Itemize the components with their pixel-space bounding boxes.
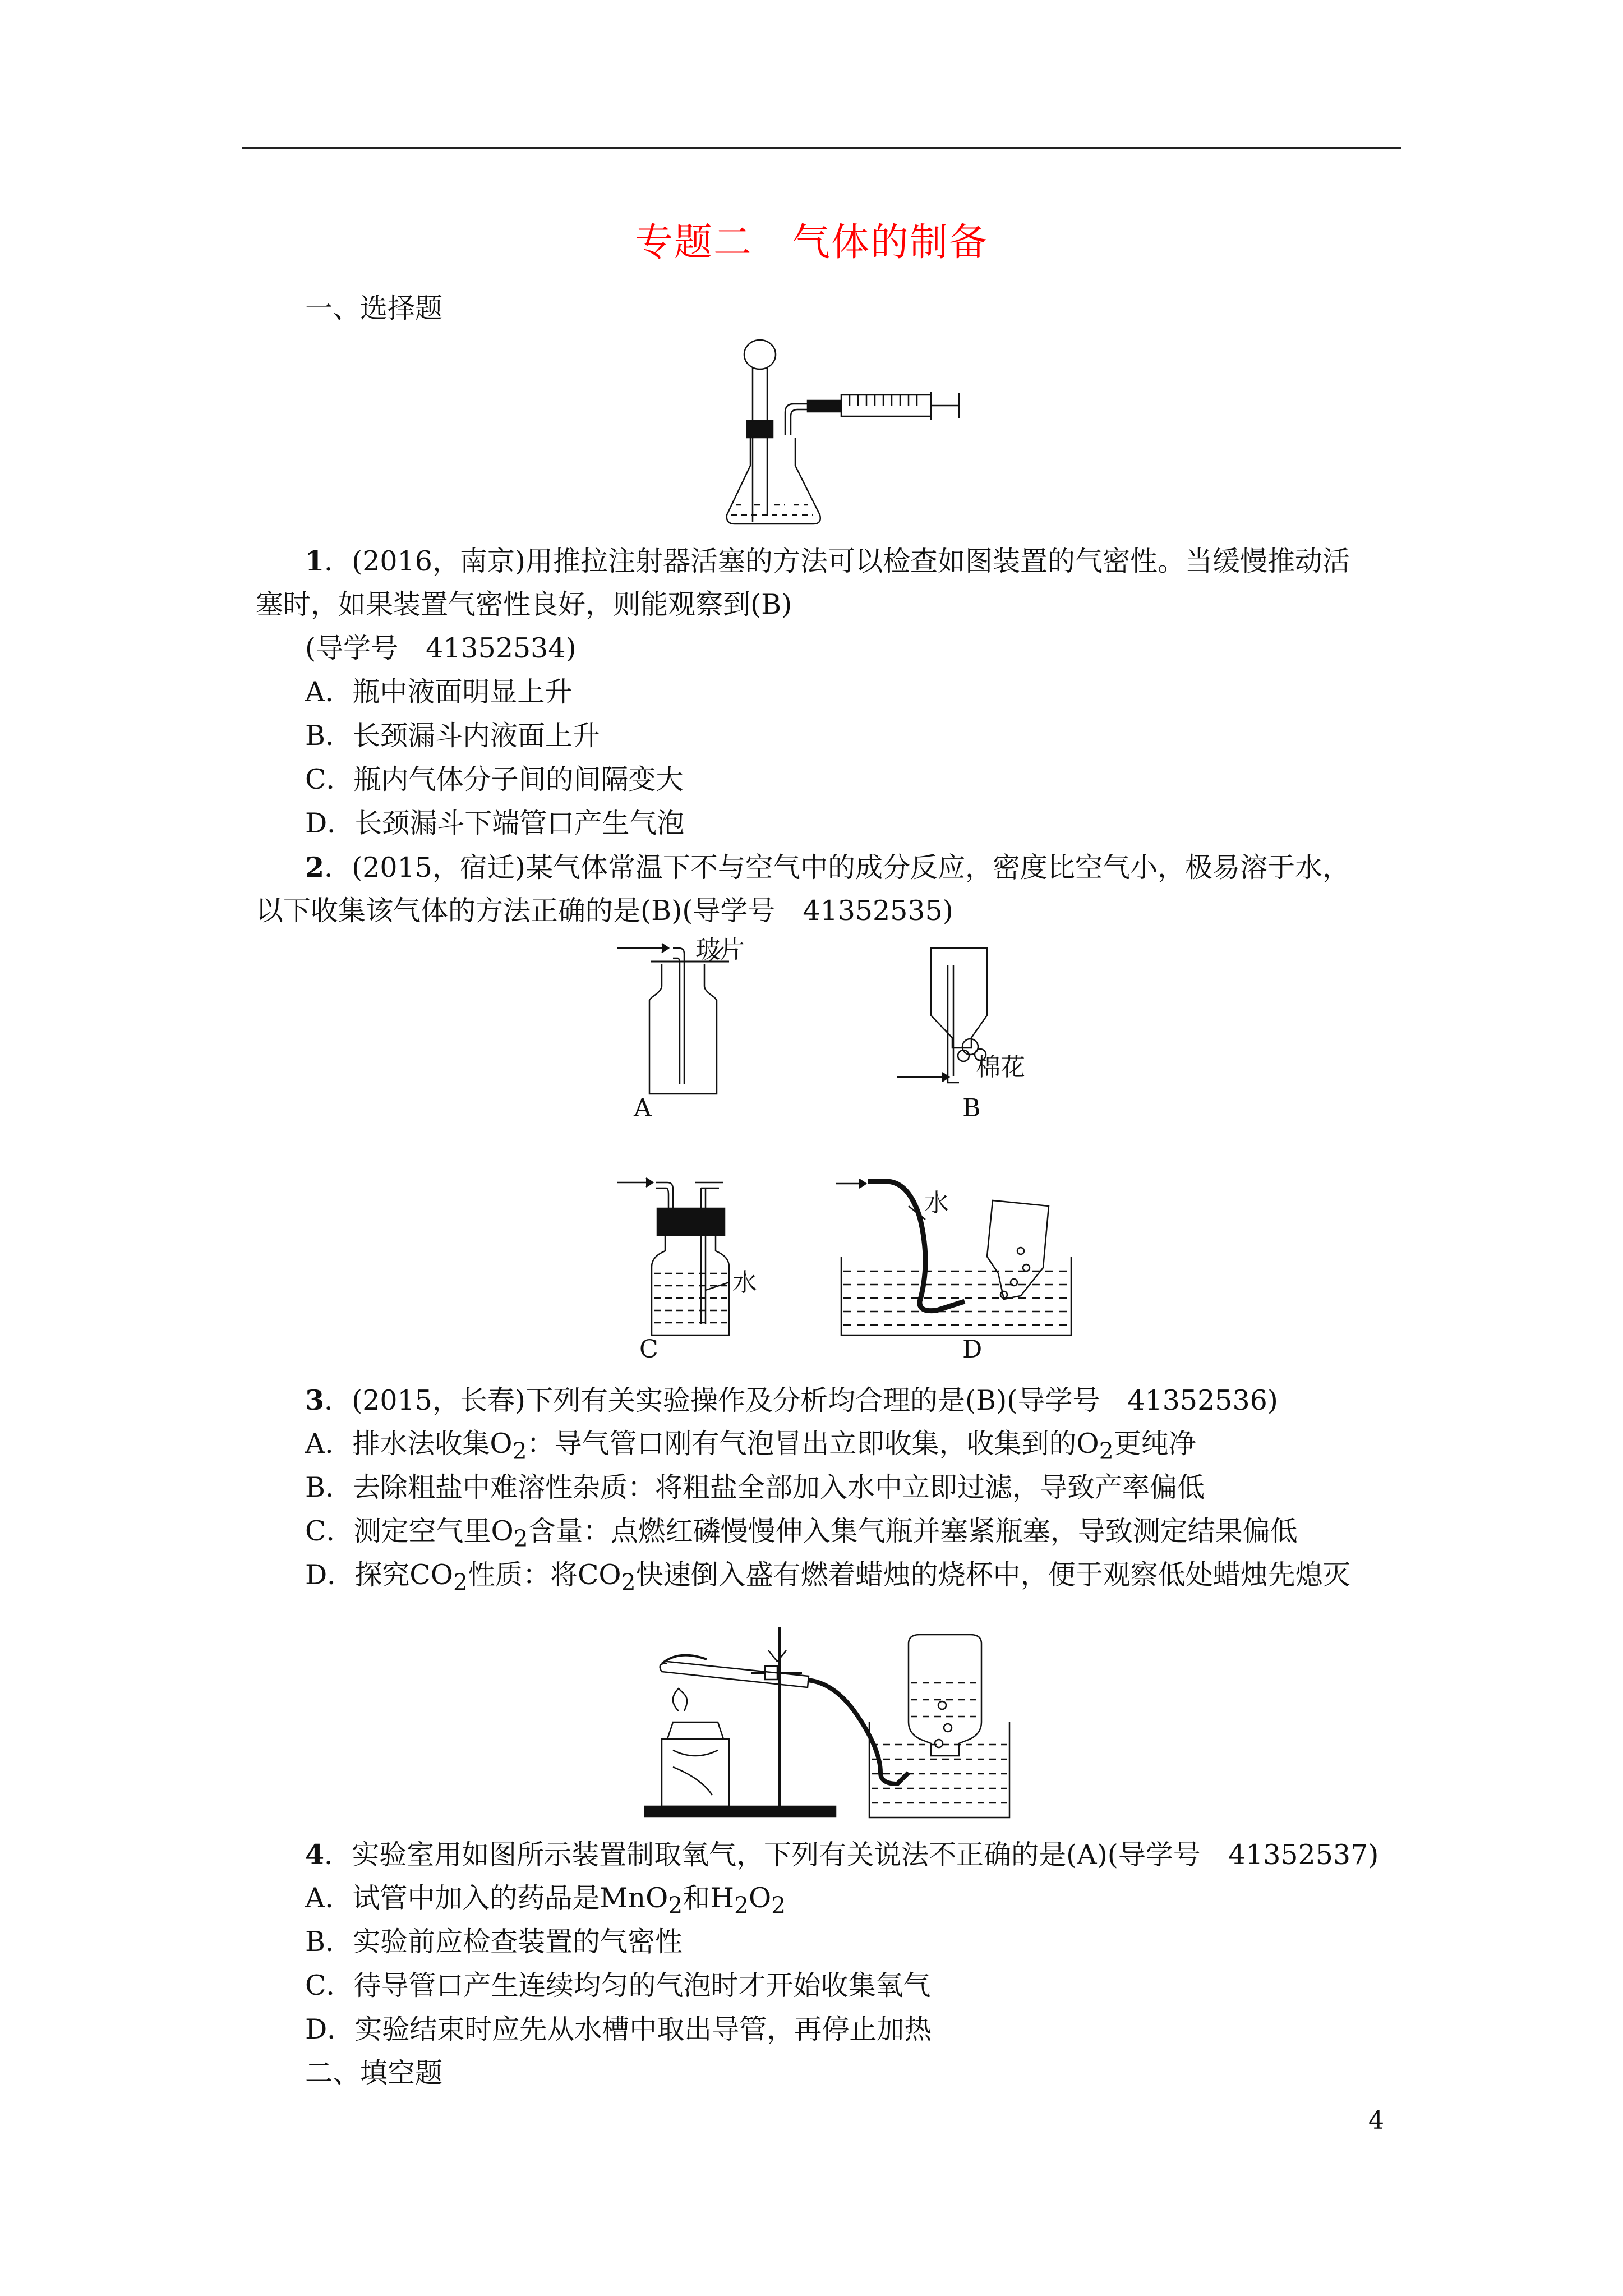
question-4-option-b: B．实验前应检查装置的气密性 [305,1926,683,1958]
q3-a-sub1: 2 [512,1437,527,1465]
q3-a-sub2: 2 [1099,1437,1114,1465]
question-1-line1 [305,544,1350,578]
q4-a-sub2: 2 [734,1892,749,1919]
q4-a-text2: 和H [683,1882,735,1914]
question-3-option-d [305,1558,1350,1599]
label-water-d: 水 [924,1189,949,1217]
label-cotton: 棉花 [976,1053,1025,1082]
header-rule [242,147,1401,149]
question-1-option-a: A．瓶中液面明显上升 [305,676,573,708]
question-4-number: 4 [305,1838,325,1871]
q4-a-sub3: 2 [771,1892,786,1919]
figure-q2-d [836,1172,1071,1341]
figure-q1-apparatus [723,337,981,527]
label-glass-plate: 玻片 [695,935,745,964]
q3-d-sub1: 2 [453,1568,468,1596]
q3-a-text3: 更纯净 [1113,1428,1196,1460]
question-2-line2: 以下收集该气体的方法正确的是(B)(导学号 41352535) [256,895,953,927]
q4-a-text3: O [749,1882,772,1914]
q3-d-text2: 性质：将CO [467,1559,621,1591]
question-2-text1: ．(2015，宿迁)某气体常温下不与空气中的成分反应，密度比空气小，极易溶于水， [324,852,1350,884]
page-title: 专题二 气体的制备 [634,220,988,265]
question-4-line1 [305,1838,1378,1872]
label-water-c: 水 [732,1268,757,1297]
page-number: 4 [1368,2106,1384,2135]
question-1-option-d: D．长颈漏斗下端管口产生气泡 [305,807,685,839]
question-1-line3: (导学号 41352534) [305,632,577,664]
q3-d-sub2: 2 [621,1568,636,1596]
question-3-option-b [305,1471,1205,1504]
q3-a-text1: A．排水法收集O [305,1428,513,1460]
label-figure-a: A [634,1094,652,1122]
question-3-number: 3 [305,1384,325,1416]
question-4-option-d: D．实验结束时应先从水槽中取出导管，再停止加热 [305,2013,932,2045]
question-4-text1: ．实验室用如图所示装置制取氧气，下列有关说法不正确的是(A)(导学号 41352537) [324,1839,1379,1871]
q4-a-text1: A．试管中加入的药品是MnO [305,1882,668,1914]
figure-q4-apparatus [645,1610,1009,1823]
label-figure-d: D [962,1335,983,1364]
q3-d-text1: D．探究CO [305,1559,453,1591]
question-3-option-c [305,1515,1298,1556]
label-figure-b: B [962,1094,981,1122]
question-1-number: 1 [305,545,325,577]
q3-c-text2: 含量：点燃红磷慢慢伸入集气瓶并塞紧瓶塞，导致测定结果偏低 [528,1515,1298,1547]
q3-a-text2: ：导气管口刚有气泡冒出立即收集，收集到的O [527,1428,1099,1460]
q3-b-text: B．去除粗盐中难溶性杂质：将粗盐全部加入水中立即过滤，导致产率偏低 [305,1471,1205,1503]
q3-c-text1: C．测定空气里O [305,1515,514,1547]
question-4-option-c: C．待导管口产生连续均匀的气泡时才开始收集氧气 [305,1970,931,2001]
label-figure-c: C [639,1335,658,1364]
question-3-option-a [305,1427,1196,1468]
q4-a-sub1: 2 [668,1892,683,1919]
q3-d-text3: 快速倒入盛有燃着蜡烛的烧杯中，便于观察低处蜡烛先熄灭 [635,1559,1350,1591]
question-2-number: 2 [305,851,325,884]
question-1-option-c: C．瓶内气体分子间的间隔变大 [305,763,684,795]
question-2-line1 [305,850,1350,885]
section-heading-fill: 二、填空题 [305,2057,443,2089]
figure-q2-c [617,1172,785,1341]
question-3-line1 [305,1383,1278,1418]
question-3-text1: ．(2015，长春)下列有关实验操作及分析均合理的是(B)(导学号 41352536) [324,1384,1278,1416]
question-1-option-b: B．长颈漏斗内液面上升 [305,720,601,752]
section-heading-choice: 一、选择题 [305,292,443,324]
question-4-option-a [305,1881,786,1922]
question-1-text1: ．(2016，南京)用推拉注射器活塞的方法可以检查如图装置的气密性。当缓慢推动活 [324,545,1350,577]
question-1-line2: 塞时，如果装置气密性良好，则能观察到(B) [256,588,792,620]
q3-c-sub: 2 [513,1525,528,1552]
